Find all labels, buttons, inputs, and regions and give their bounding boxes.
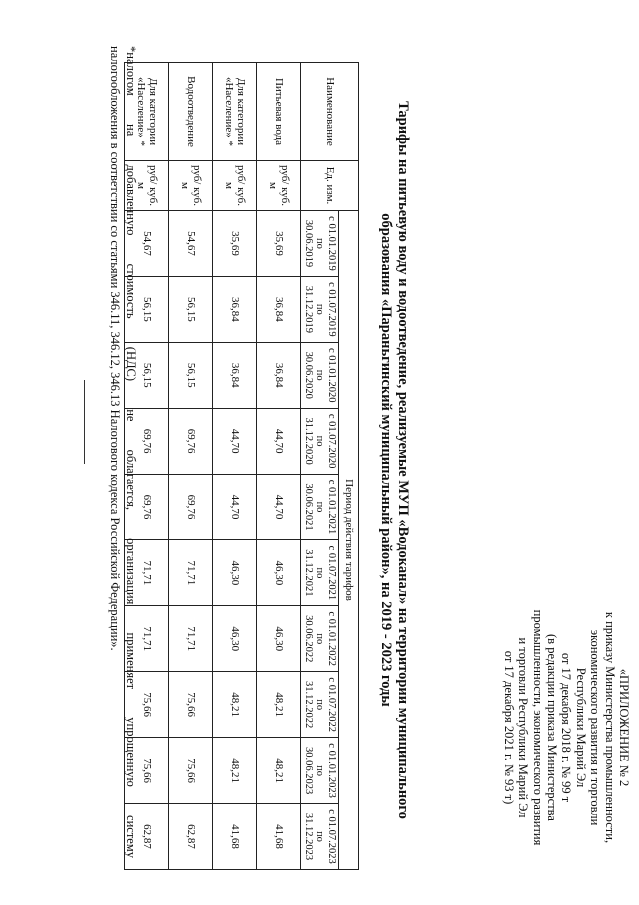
tariff-value: 46,30 (213, 606, 257, 672)
period-to-word: по (314, 699, 326, 711)
tariff-value: 48,21 (213, 738, 257, 804)
document-title (377, 40, 411, 880)
tariff-value: 36,84 (213, 276, 257, 342)
tariff-value: 62,87 (169, 804, 213, 870)
tariff-value: 75,66 (169, 672, 213, 738)
tariff-value: 54,67 (125, 211, 169, 277)
tariff-value: 56,15 (125, 342, 169, 408)
tariff-table (124, 62, 359, 870)
period-from: с 01.07.2021 (325, 545, 337, 601)
period-header-cell (301, 540, 339, 606)
tariff-value: 56,15 (125, 276, 169, 342)
tariff-value: 35,69 (213, 211, 257, 277)
period-to: 31.12.2019 (302, 285, 314, 333)
appendix-line: Республики Марий Эл (573, 667, 588, 788)
header-unit: Ед. изм. (301, 161, 359, 211)
period-from: с 01.01.2022 (325, 611, 337, 667)
table-row (257, 63, 301, 870)
appendix-line: промышленности, экономического развития (530, 609, 545, 846)
period-header-cell (301, 211, 339, 277)
period-from: с 01.01.2020 (325, 347, 337, 403)
tariff-value: 36,84 (213, 342, 257, 408)
appendix-line: и торговли Республики Марий Эл (516, 637, 531, 818)
header-period: Период действия тарифов (339, 211, 359, 870)
appendix-line: экономического развития и торговли (588, 629, 603, 826)
row-name: Для категории «Население» * (213, 63, 257, 161)
period-from: с 01.07.2019 (325, 282, 337, 337)
tariff-value: 71,71 (169, 540, 213, 606)
tariff-value: 36,84 (257, 276, 301, 342)
period-to: 30.06.2022 (302, 615, 314, 663)
appendix-line: (в редакции приказа Министерства (544, 634, 559, 821)
period-header-cell (301, 342, 339, 408)
row-name: Питьевая вода (257, 63, 301, 161)
period-from: с 01.07.2023 (325, 809, 337, 864)
tariff-value: 44,70 (213, 474, 257, 540)
period-to: 30.06.2019 (302, 219, 314, 268)
tariff-value: 35,69 (257, 211, 301, 277)
row-unit: руб/ куб. м (257, 161, 301, 211)
period-header-cell (301, 408, 339, 474)
tariff-value: 46,30 (257, 606, 301, 672)
period-header-cell (301, 606, 339, 672)
row-name: Водоотведение (169, 63, 213, 161)
period-from: с 01.01.2019 (325, 216, 337, 271)
period-to-word: по (314, 238, 326, 249)
period-to-word: по (314, 303, 326, 315)
period-to-word: по (314, 369, 326, 381)
period-from: с 01.01.2023 (325, 743, 337, 798)
tariff-value: 75,66 (125, 672, 169, 738)
tariff-value: 48,21 (257, 738, 301, 804)
period-to: 30.06.2021 (302, 483, 314, 531)
footnote (107, 46, 139, 858)
period-from: с 01.07.2020 (325, 413, 337, 469)
tariff-value: 69,76 (169, 474, 213, 540)
period-to: 31.12.2022 (302, 681, 314, 729)
tariff-value: 69,76 (125, 408, 169, 474)
period-header-cell (301, 738, 339, 804)
period-header-cell (301, 804, 339, 870)
period-to: 31.12.2023 (302, 812, 314, 861)
period-header-cell (301, 276, 339, 342)
tariff-value: 75,66 (169, 738, 213, 804)
header-name: Наименование (301, 63, 359, 161)
appendix-line: «ПРИЛОЖЕНИЕ № 2 (617, 668, 631, 787)
period-from: с 01.01.2021 (325, 479, 337, 535)
tariff-value: 48,21 (257, 672, 301, 738)
period-to-word: по (314, 765, 326, 776)
period-to-word: по (314, 501, 326, 513)
table-row (213, 63, 257, 870)
period-to: 31.12.2021 (302, 549, 314, 597)
appendix-line: от 17 декабря 2018 г. № 99 т (559, 652, 574, 803)
tariff-value: 69,76 (169, 408, 213, 474)
tariff-value: 36,84 (257, 342, 301, 408)
tariff-value: 71,71 (169, 606, 213, 672)
tariff-value: 46,30 (213, 540, 257, 606)
row-name: Для категории «Население» * (125, 63, 169, 161)
footnote-line-1: *налогом на добавленную стоимость (НДС) не облагается, организация применяет упрощенную систему (124, 46, 138, 858)
period-to: 30.06.2023 (302, 746, 314, 795)
tariff-value: 56,15 (169, 342, 213, 408)
period-to-word: по (314, 567, 326, 579)
tariff-value: 75,66 (125, 738, 169, 804)
row-unit: руб/ куб. м (169, 161, 213, 211)
tariff-value: 46,30 (257, 540, 301, 606)
period-header-cell (301, 474, 339, 540)
tariff-value: 56,15 (169, 276, 213, 342)
tariff-value: 54,67 (169, 211, 213, 277)
tariff-value: 44,70 (257, 474, 301, 540)
tariff-value: 71,71 (125, 606, 169, 672)
tariff-value: 41,68 (257, 804, 301, 870)
table-row (169, 63, 213, 870)
period-header-cell (301, 672, 339, 738)
appendix-line: к приказу Министерства промышленности, (602, 611, 617, 844)
tariff-value: 44,70 (257, 408, 301, 474)
title-line-1: Тарифы на питьевую воду и водоотведение, реализуемые МУП «Водоканал» на территории муниципального (395, 101, 411, 819)
divider-line (84, 380, 85, 464)
tariff-value: 62,87 (125, 804, 169, 870)
tariff-value: 48,21 (213, 672, 257, 738)
row-unit: руб/ куб. м (125, 161, 169, 211)
tariff-value: 41,68 (213, 804, 257, 870)
appendix-reference-block (501, 560, 631, 895)
period-to: 31.12.2020 (302, 417, 314, 465)
tariff-value: 71,71 (125, 540, 169, 606)
row-unit: руб/ куб. м (213, 161, 257, 211)
title-line-2: образования «Параньгинский муниципальный район», на 2019 - 2023 годы (378, 213, 394, 707)
appendix-line: от 17 декабря 2021 г. № 93 т) (501, 650, 516, 805)
tariff-value: 44,70 (213, 408, 257, 474)
footnote-line-2: налогообложения в соответствии со статьями 346.11, 346.12, 346.13 Налогового кодекса Российской Федерации». (108, 46, 122, 651)
period-to-word: по (314, 435, 326, 447)
period-to-word: по (314, 831, 326, 842)
tariff-value: 69,76 (125, 474, 169, 540)
period-from: с 01.07.2022 (325, 677, 337, 732)
period-to: 30.06.2020 (302, 351, 314, 399)
period-to-word: по (314, 633, 326, 645)
